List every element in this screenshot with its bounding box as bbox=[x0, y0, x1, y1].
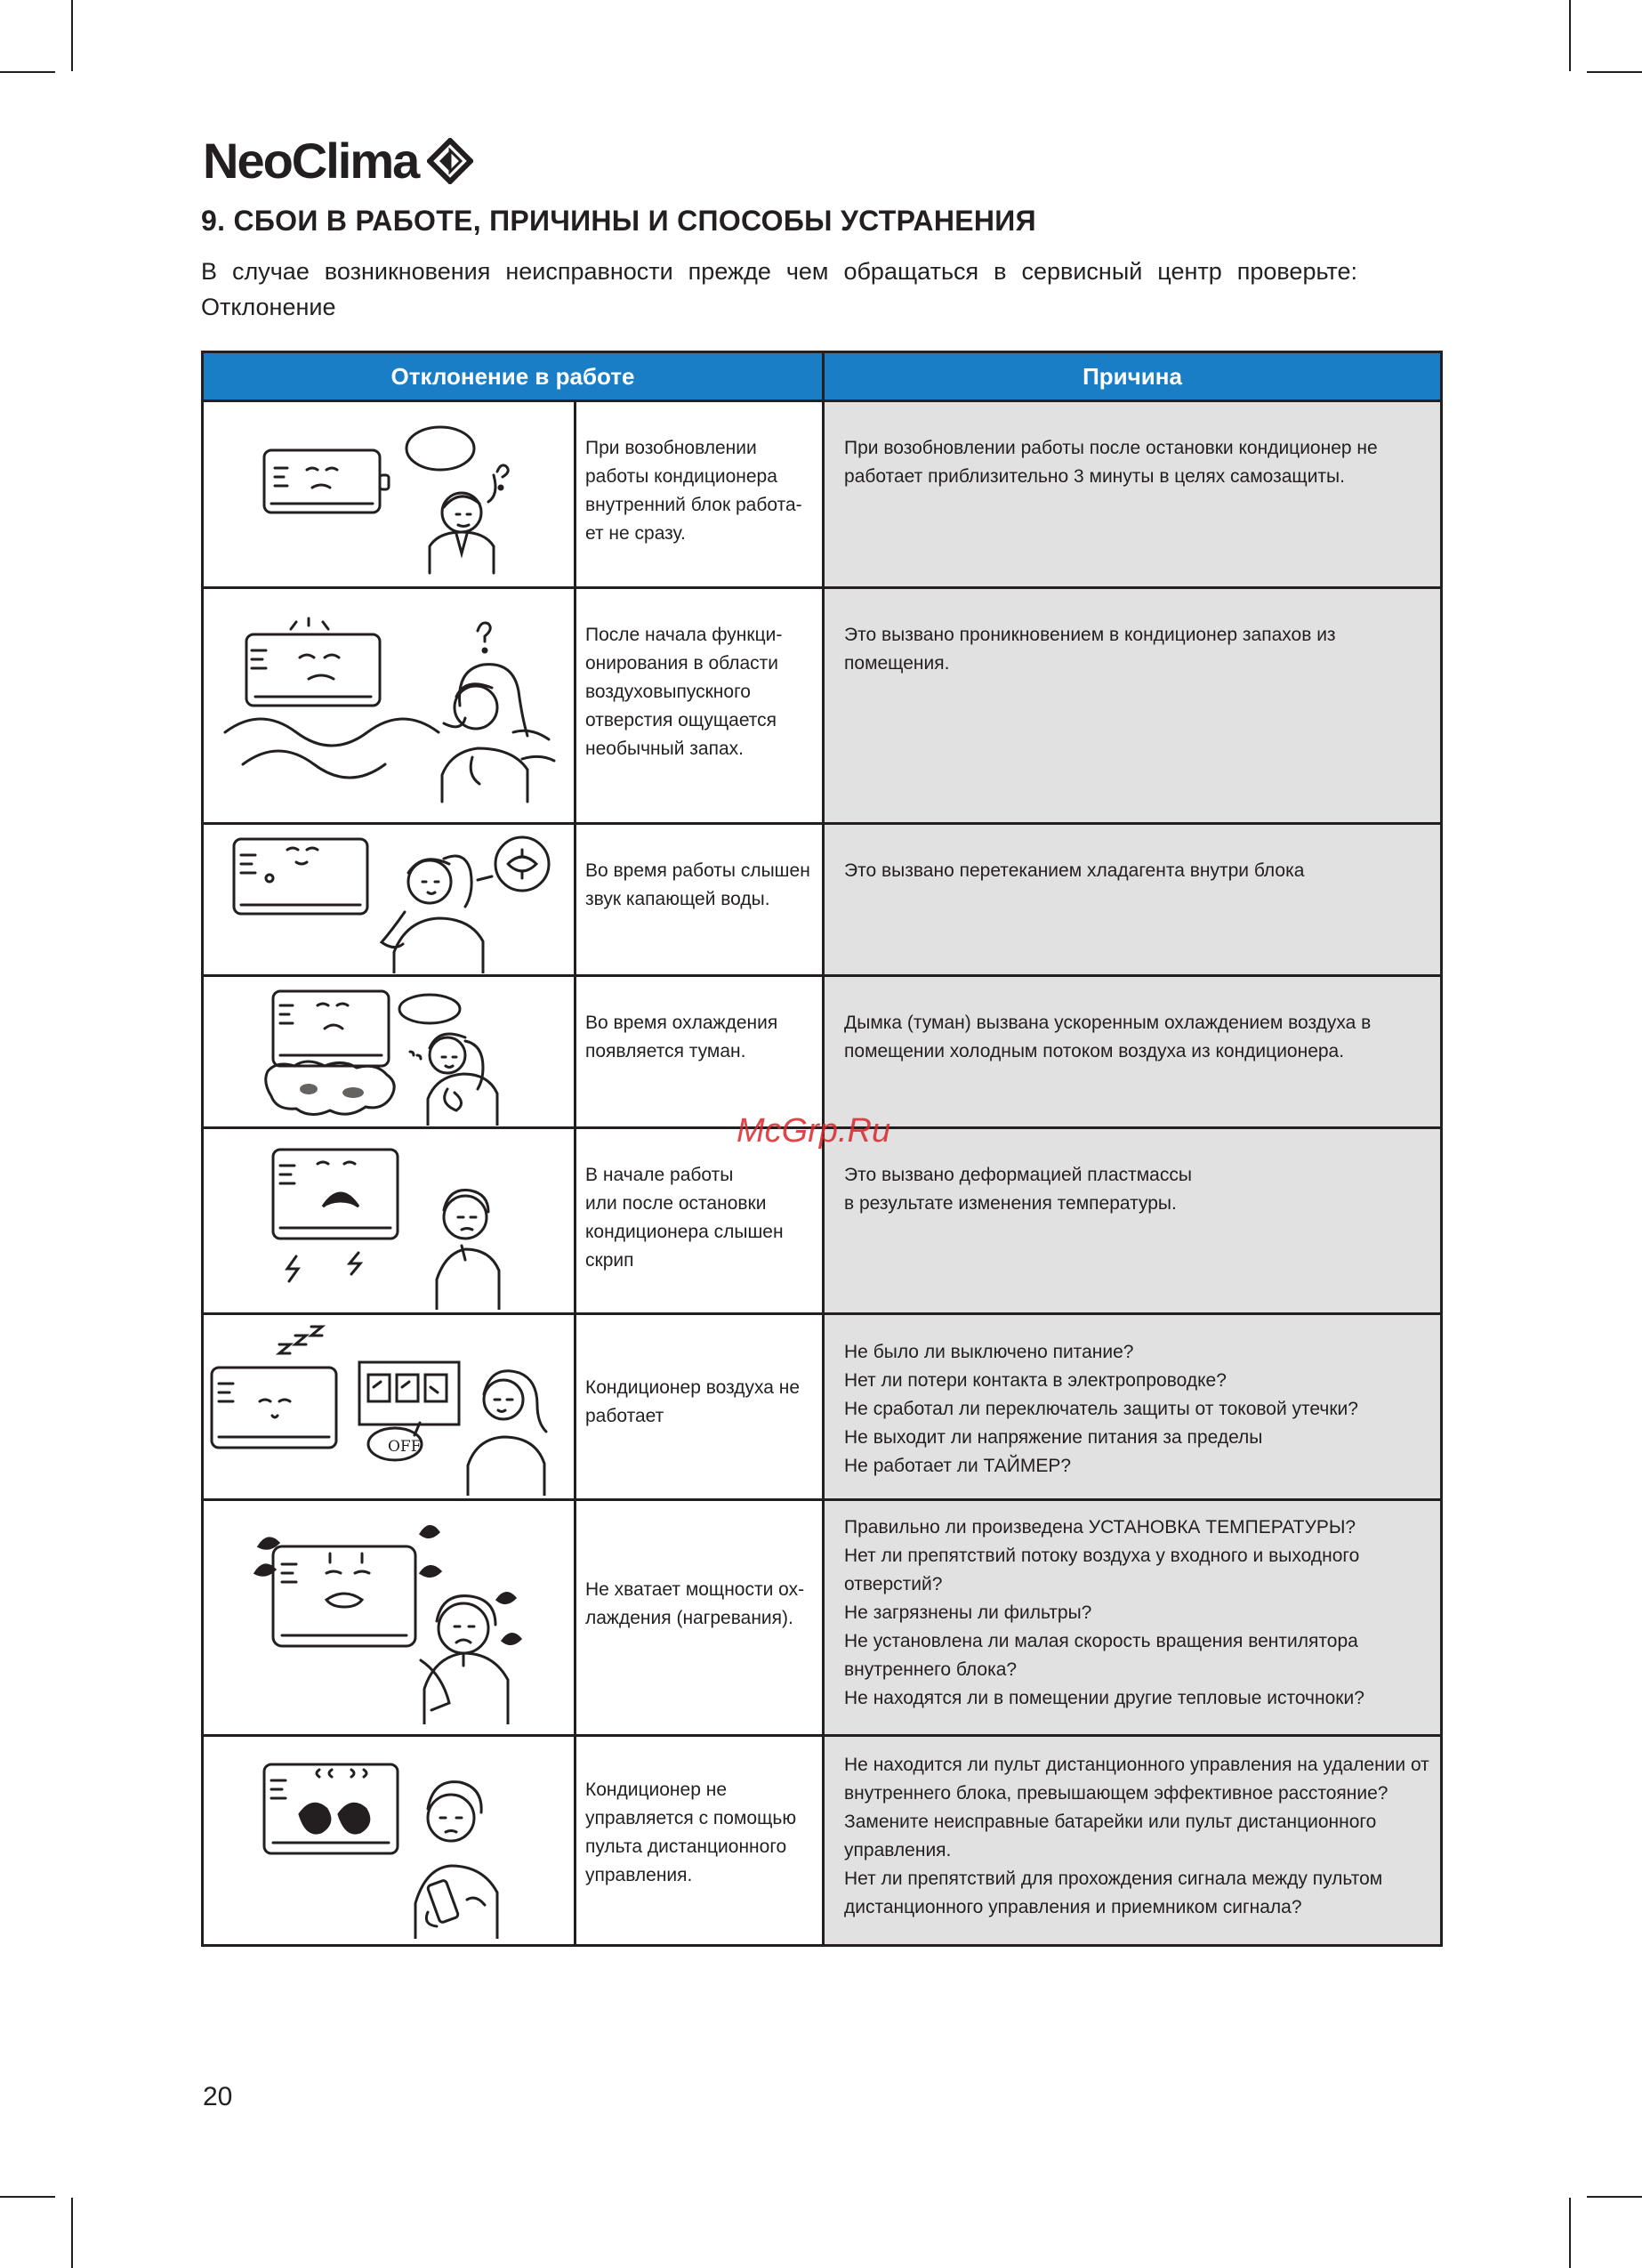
symptom-line: лаждения (нагревания). bbox=[585, 1608, 793, 1628]
cause-line: Дымка (туман) вызвана ускоренным охлаждением воздуха в bbox=[844, 1013, 1372, 1033]
cause-cell bbox=[824, 824, 1442, 976]
symptom-cell bbox=[576, 976, 824, 1128]
symptom-cell bbox=[576, 588, 824, 824]
symptom-line: или после остановки bbox=[585, 1193, 767, 1214]
woman-hearing-water-illustration bbox=[211, 827, 567, 973]
cause-cell bbox=[824, 588, 1442, 824]
cause-cell bbox=[824, 1314, 1442, 1500]
cause-line: Это вызвано проникновением в кондиционер запахов из bbox=[844, 625, 1336, 645]
symptom-line: кондиционера слышен bbox=[585, 1222, 784, 1242]
logo-text: NeoClima bbox=[203, 133, 419, 189]
table-header-row bbox=[203, 352, 1442, 401]
symptom-line: звук капающей воды. bbox=[585, 889, 770, 909]
symptom-line: пульта дистанционного bbox=[585, 1836, 787, 1857]
cause-line: Правильно ли произведена УСТАНОВКА ТЕМПЕРАТУРЫ? bbox=[844, 1517, 1356, 1538]
row-illustration bbox=[203, 588, 576, 824]
table-row bbox=[203, 1314, 1442, 1500]
cause-line: Не загрязнены ли фильтры? bbox=[844, 1602, 1092, 1623]
cause-line: Не установлена ли малая скорость вращения вентилятора bbox=[844, 1631, 1358, 1651]
table-row bbox=[203, 824, 1442, 976]
crop-mark bbox=[1587, 71, 1642, 73]
symptom-cell bbox=[576, 1736, 824, 1946]
crop-mark bbox=[1587, 2196, 1642, 2198]
symptom-line: онирования в области bbox=[585, 653, 779, 674]
diamond-arrows-icon bbox=[427, 138, 473, 184]
symptom-line: Во время работы слышен bbox=[585, 860, 810, 881]
woman-switch-off-illustration bbox=[206, 1318, 571, 1496]
watermark: McGrp.Ru bbox=[736, 1112, 891, 1150]
section-title: 9. СБОИ В РАБОТЕ, ПРИЧИНЫ И СПОСОБЫ УСТРАНЕНИЯ bbox=[201, 205, 1036, 237]
cause-line: Не находятся ли в помещении другие тепловые источноки? bbox=[844, 1688, 1364, 1708]
crop-mark bbox=[0, 2196, 55, 2198]
cause-line: помещении холодным потоком воздуха из кондиционера. bbox=[844, 1041, 1345, 1061]
crop-mark bbox=[0, 71, 55, 73]
row-illustration bbox=[203, 824, 576, 976]
cause-line: Замените неисправные батарейки или пульт дистанционного bbox=[844, 1812, 1377, 1832]
symptom-line: ет не сразу. bbox=[585, 523, 686, 544]
table-row bbox=[203, 1128, 1442, 1314]
cause-line: Не работает ли ТАЙМЕР? bbox=[844, 1456, 1072, 1476]
table-row bbox=[203, 976, 1442, 1128]
symptom-cell bbox=[576, 1314, 824, 1500]
cause-cell bbox=[824, 1736, 1442, 1946]
cause-line: Нет ли потери контакта в электропроводке? bbox=[844, 1370, 1227, 1391]
man-sweating-illustration bbox=[246, 1511, 531, 1724]
symptom-line: работы кондиционера bbox=[585, 466, 777, 487]
symptom-line: появляется туман. bbox=[585, 1041, 746, 1061]
header-cause: Причина bbox=[824, 352, 1442, 401]
symptom-line: воздуховыпускного bbox=[585, 682, 751, 702]
cause-line: помещения. bbox=[844, 653, 950, 674]
row-illustration bbox=[203, 976, 576, 1128]
man-hearing-creak-illustration bbox=[255, 1132, 522, 1310]
row-illustration bbox=[203, 1128, 576, 1314]
cause-line: Нет ли препятствий потоку воздуха у входного и выходного bbox=[844, 1546, 1360, 1566]
cause-line: отверстий? bbox=[844, 1574, 943, 1594]
intro-text bbox=[201, 254, 1357, 325]
off-badge: OFF bbox=[388, 1438, 422, 1456]
header-symptom: Отклонение в работе bbox=[203, 352, 824, 401]
symptom-line: управляется с помощью bbox=[585, 1808, 797, 1828]
symptom-cell bbox=[576, 1500, 824, 1736]
intro-line-2: Отклонение bbox=[201, 294, 336, 320]
crop-mark bbox=[71, 0, 73, 71]
symptom-line: управления. bbox=[585, 1865, 693, 1885]
symptom-line: необычный запах. bbox=[585, 739, 744, 759]
symptom-line: работает bbox=[585, 1406, 664, 1426]
crop-mark bbox=[1569, 2198, 1571, 2268]
cause-cell bbox=[824, 1500, 1442, 1736]
crop-mark bbox=[71, 2198, 73, 2268]
symptom-line: внутренний блок работа- bbox=[585, 495, 802, 515]
symptom-line: В начале работы bbox=[585, 1165, 734, 1185]
symptom-line: Кондиционер не bbox=[585, 1780, 727, 1800]
table-row bbox=[203, 588, 1442, 824]
table-row bbox=[203, 1736, 1442, 1946]
crop-mark bbox=[1569, 0, 1571, 71]
cause-cell bbox=[824, 1128, 1442, 1314]
woman-seeing-mist-illustration bbox=[255, 979, 522, 1126]
symptom-line: После начала функци- bbox=[585, 625, 783, 645]
cause-line: Не находится ли пульт дистанционного управления на удалении от bbox=[844, 1755, 1429, 1775]
cause-cell bbox=[824, 976, 1442, 1128]
symptom-line: Не хватает мощности ох- bbox=[585, 1579, 805, 1600]
row-illustration bbox=[203, 1314, 576, 1500]
symptom-cell bbox=[576, 1128, 824, 1314]
cause-line: Это вызвано перетеканием хладагента внутри блока bbox=[844, 860, 1305, 881]
cause-line: При возобновлении работы после остановки кондиционер не bbox=[844, 438, 1378, 458]
cause-line: Не было ли выключено питание? bbox=[844, 1342, 1134, 1362]
table-row bbox=[203, 401, 1442, 588]
page-number: 20 bbox=[203, 2082, 233, 2111]
cause-line: внутреннего блока? bbox=[844, 1659, 1018, 1680]
symptom-cell bbox=[576, 824, 824, 976]
cause-line: работает приблизительно 3 минуты в целях самозащиты. bbox=[844, 466, 1345, 487]
man-with-remote-illustration bbox=[246, 1743, 531, 1939]
cause-line: Нет ли препятствий для прохождения сигнала между пультом bbox=[844, 1868, 1383, 1889]
woman-smelling-air-illustration bbox=[220, 608, 558, 803]
symptom-line: Во время охлаждения bbox=[585, 1013, 778, 1033]
symptom-line: Кондиционер воздуха не bbox=[585, 1377, 801, 1398]
brand-logo bbox=[203, 132, 473, 190]
symptom-line: отверстия ощущается bbox=[585, 710, 777, 730]
confused-man-ac-unit-illustration bbox=[255, 415, 522, 575]
cause-line: дистанционного управления и приемником сигнала? bbox=[844, 1897, 1302, 1917]
cause-line: внутреннего блока, превышающем эффективное расстояние? bbox=[844, 1783, 1388, 1804]
symptom-line: При возобновлении bbox=[585, 438, 757, 458]
symptom-line: скрип bbox=[585, 1250, 634, 1271]
cause-line: Не выходит ли напряжение питания за пределы bbox=[844, 1427, 1263, 1448]
row-illustration bbox=[203, 1500, 576, 1736]
symptom-cell bbox=[576, 401, 824, 588]
row-illustration bbox=[203, 1736, 576, 1946]
intro-line-1: В случае возникновения неисправности прежде чем обращаться в сервисный центр проверьте: bbox=[201, 258, 1357, 285]
cause-cell bbox=[824, 401, 1442, 588]
cause-line: Это вызвано деформацией пластмассы bbox=[844, 1165, 1192, 1185]
row-illustration bbox=[203, 401, 576, 588]
table-row bbox=[203, 1500, 1442, 1736]
cause-line: Не сработал ли переключатель защиты от токовой утечки? bbox=[844, 1399, 1358, 1419]
cause-line: в результате изменения температуры. bbox=[844, 1193, 1177, 1214]
cause-line: управления. bbox=[844, 1840, 952, 1860]
